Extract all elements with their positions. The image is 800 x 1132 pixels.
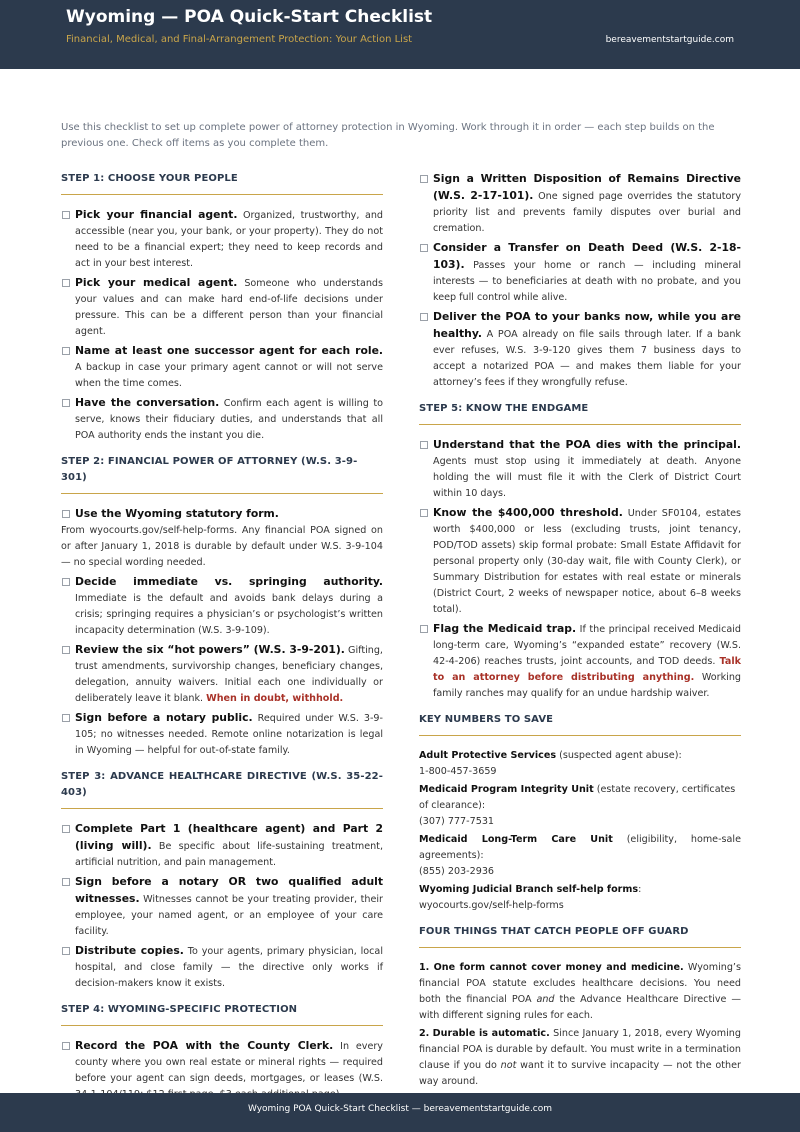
checkbox[interactable] xyxy=(420,313,428,321)
checkbox[interactable] xyxy=(62,878,70,886)
item-text: Required under W.S. 3-9-105; no witnesses needed. Remote online notarization is legal in Wyoming — helpful for out-of-state family. xyxy=(75,713,383,756)
checkbox[interactable] xyxy=(62,347,70,355)
warning-text: When in doubt, withhold. xyxy=(206,693,344,704)
checklist-item xyxy=(419,171,741,237)
checklist-item xyxy=(419,505,741,618)
gotcha-text: Wyoming’s financial POA statute excludes healthcare decisions. You need both the financial POA xyxy=(419,962,741,1005)
checklist-item xyxy=(61,642,383,707)
checkbox[interactable] xyxy=(420,244,428,252)
checklist-item xyxy=(61,207,383,272)
step4-heading: STEP 4: WYOMING-SPECIFIC PROTECTION xyxy=(61,1002,383,1026)
checklist-item xyxy=(419,621,741,702)
item-text: Confirm each agent is willing to serve, knows their fiduciary duties, and understands that all POA authority ends the instant you die. xyxy=(75,398,383,441)
item-lead: Understand that the POA dies with the principal. xyxy=(433,438,741,451)
checkbox[interactable] xyxy=(62,211,70,219)
item-text: In every county where you own real estate or mineral rights — required before your agent can sign deeds, mortgages, or leases (W.S. xyxy=(75,1041,383,1084)
item-text: Gifting, trust amendments, survivorship changes, beneficiary changes, delegation, annuity waivers. Initial each one individually or deliberately leave it blank. xyxy=(75,645,383,704)
item-text: A POA already on file sails through later. If a bank ever refuses, W.S. 3-9-120 gives them 7 business days to accept a notarized POA — and makes them liable for your attorney’s fees if they wrongfully refuse. xyxy=(433,329,741,388)
checkbox[interactable] xyxy=(62,279,70,287)
item-lead: Sign a Written Disposition of Remains Directive (W.S. 2-17-101). xyxy=(433,172,741,202)
checkbox[interactable] xyxy=(420,441,428,449)
item-text: If the principal received Medicaid long-term care, Wyoming’s “expanded estate” recovery (W.S. 42-4-206) reaches trusts, joint accounts, and TOD deeds. xyxy=(433,624,741,667)
checkbox[interactable] xyxy=(62,399,70,407)
contact-desc: (estate recovery, certificates of clearance): xyxy=(419,784,736,811)
checkbox[interactable] xyxy=(62,825,70,833)
warning-text: Talk to an attorney before distributing anything. xyxy=(433,656,741,683)
item-text: Witnesses cannot be your treating provider, their employee, your named agent, or an employee of your care facility. xyxy=(75,894,383,937)
checkbox[interactable] xyxy=(62,947,70,955)
page-footer xyxy=(0,1093,800,1132)
checklist-item xyxy=(419,437,741,502)
checklist-item xyxy=(419,240,741,306)
item-text: A backup in case your primary agent cannot or will not serve when the time comes. xyxy=(75,362,383,389)
item-text: One signed page overrides the statutory priority list and prevents family disputes over burial and cremation. xyxy=(433,191,741,234)
gotcha-number: 2. xyxy=(419,1028,430,1039)
item-lead: Have the conversation. xyxy=(75,396,220,409)
contact-desc: (eligibility, home-sale agreements): xyxy=(419,834,741,861)
intro-text: Use this checklist to set up complete power of attorney protection in Wyoming. Work through it in order — each step builds on the previous one. Check off items as you complete them. xyxy=(61,122,715,149)
item-lead: Flag the Medicaid trap. xyxy=(433,622,577,635)
site-name: bereavementstartguide.com xyxy=(605,35,734,45)
item-text: From wyocourts.gov/self-help-forms. Any financial POA signed on or after January 1, 2018 is durable by default under W.S. 3-9-104 — no special wording needed. xyxy=(61,525,383,568)
contact-name: Wyoming Judicial Branch self-help forms xyxy=(419,884,639,895)
item-lead: Sign before a notary public. xyxy=(75,711,253,724)
contact-name: Medicaid Program Integrity Unit xyxy=(419,784,594,795)
right-column xyxy=(419,171,741,1092)
gotcha-text-2: the Advance Healthcare Directive — with different signing rules for each. xyxy=(419,994,741,1021)
item-text-after: Working family ranches may qualify for an undue hardship waiver. xyxy=(433,672,741,699)
checklist-item xyxy=(61,943,383,992)
contact-value: wyocourts.gov/self-help-forms xyxy=(419,900,564,911)
item-text: Immediate is the default and avoids bank delays during a crisis; springing requires a physician’s or psychologist’s written incapacity determination (W.S. 3-9-109). xyxy=(75,593,383,636)
checklist-item xyxy=(61,395,383,444)
gotcha-item xyxy=(419,960,741,1024)
checkbox[interactable] xyxy=(420,509,428,517)
item-lead: Know the $400,000 threshold. xyxy=(433,506,623,519)
item-text: Be specific about life-sustaining treatment, artificial nutrition, and pain management. xyxy=(75,841,383,868)
contact-desc: (suspected agent abuse): xyxy=(559,750,682,761)
item-lead: Complete Part 1 (healthcare agent) and Part 2 (living will). xyxy=(75,822,383,852)
contact-value: 1-800-457-3659 xyxy=(419,766,497,777)
item-lead: Review the six “hot powers” (W.S. 3-9-201). xyxy=(75,643,345,656)
gotcha-number: 1. xyxy=(419,962,430,973)
item-text: Agents must stop using it immediately at death. Anyone holding the will must file it with the Clerk of District Court within 10 days. xyxy=(433,456,741,499)
item-lead: Consider a Transfer on Death Deed (W.S. 2-18-103). xyxy=(433,241,741,271)
checklist-item xyxy=(419,309,741,391)
left-column xyxy=(61,171,383,1106)
checkbox[interactable] xyxy=(420,625,428,633)
page-header xyxy=(0,0,800,69)
item-lead: Deliver the POA to your banks now, while you are healthy. xyxy=(433,310,741,340)
checkbox[interactable] xyxy=(62,714,70,722)
checkbox[interactable] xyxy=(420,175,428,183)
checkbox[interactable] xyxy=(62,510,70,518)
contact-value: (307) 777-7531 xyxy=(419,816,495,827)
step5-heading: STEP 5: KNOW THE ENDGAME xyxy=(419,401,741,425)
page-subtitle: Financial, Medical, and Final-Arrangement Protection: Your Action List xyxy=(66,34,413,45)
gotcha-emphasis: not xyxy=(500,1060,517,1071)
step1-heading: STEP 1: CHOOSE YOUR PEOPLE xyxy=(61,171,383,195)
item-text: Organized, trustworthy, and accessible (near you, your bank, or your property). They do not need to be a financial expert; they need to keep records and act in your best interest. xyxy=(75,210,383,269)
key-number-entry xyxy=(419,748,741,780)
item-lead: Record the POA with the County Clerk. xyxy=(75,1039,334,1052)
item-text: Under SF0104, estates worth $400,000 or less (excluding trusts, joint tenancy, POD/TOD assets) skip formal probate: Small Estate Affidavit for personal property only (30-day wait, file with County Clerk), or Summary Distribution for estates with real estate or minerals (District Court, 2 weeks of newspaper notice, about 6–8 weeks total). xyxy=(433,508,741,615)
step3-heading: STEP 3: ADVANCE HEALTHCARE DIRECTIVE (W.S. 35-22-403) xyxy=(61,769,383,809)
gotcha-item xyxy=(419,1026,741,1090)
item-lead: Sign before a notary OR two qualified adult witnesses. xyxy=(75,875,383,905)
gotcha-emphasis: and xyxy=(536,994,555,1005)
contact-name: Medicaid Long-Term Care Unit xyxy=(419,834,613,845)
gotcha-lead: One form cannot cover money and medicine. xyxy=(433,962,684,973)
item-text: Someone who understands your values and can make hard end-of-life decisions under pressure. This can be a different person than your financial agent. xyxy=(75,278,383,337)
item-lead: Use the Wyoming statutory form. xyxy=(75,507,279,520)
item-text: Passes your home or ranch — including mineral interests — to beneficiaries at death with no probate, and you keep full control while alive. xyxy=(433,260,741,303)
item-lead: Pick your medical agent. xyxy=(75,276,238,289)
checklist-item xyxy=(61,275,383,340)
key-number-entry xyxy=(419,832,741,880)
page-title: Wyoming — POA Quick-Start Checklist xyxy=(66,7,433,27)
checklist-item xyxy=(61,506,383,571)
item-lead: Name at least one successor agent for each role. xyxy=(75,344,383,357)
key-numbers-heading: KEY NUMBERS TO SAVE xyxy=(419,712,741,736)
checkbox[interactable] xyxy=(62,578,70,586)
contact-name: Adult Protective Services xyxy=(419,750,557,761)
item-lead: Decide immediate vs. springing authority. xyxy=(75,575,383,588)
checklist-item xyxy=(61,574,383,639)
gotcha-text-2: want it to survive incapacity — not the other way around. xyxy=(419,1060,741,1087)
key-number-entry xyxy=(419,882,741,914)
contact-desc: : xyxy=(638,884,642,895)
item-lead: Pick your financial agent. xyxy=(75,208,238,221)
contact-value: (855) 203-2936 xyxy=(419,866,495,877)
footer-text: Wyoming POA Quick-Start Checklist — bereavementstartguide.com xyxy=(247,1104,553,1114)
key-number-entry xyxy=(419,782,741,830)
step2-heading: STEP 2: FINANCIAL POWER OF ATTORNEY (W.S. 3-9-301) xyxy=(61,454,383,494)
gotcha-lead: Durable is automatic. xyxy=(432,1028,550,1039)
item-text: To your agents, primary physician, local hospital, and close family — the directive only works if decision-makers know it exists. xyxy=(75,946,383,989)
checklist-item xyxy=(61,710,383,759)
checklist-item xyxy=(61,343,383,392)
gotcha-text: Since January 1, 2018, every Wyoming financial POA is durable by default. You must write in a termination clause if you do xyxy=(419,1028,741,1071)
item-lead: Distribute copies. xyxy=(75,944,184,957)
checklist-item xyxy=(61,821,383,871)
checkbox[interactable] xyxy=(62,1042,70,1050)
four-things-heading: FOUR THINGS THAT CATCH PEOPLE OFF GUARD xyxy=(419,924,741,948)
checkbox[interactable] xyxy=(62,646,70,654)
checklist-item xyxy=(61,874,383,940)
